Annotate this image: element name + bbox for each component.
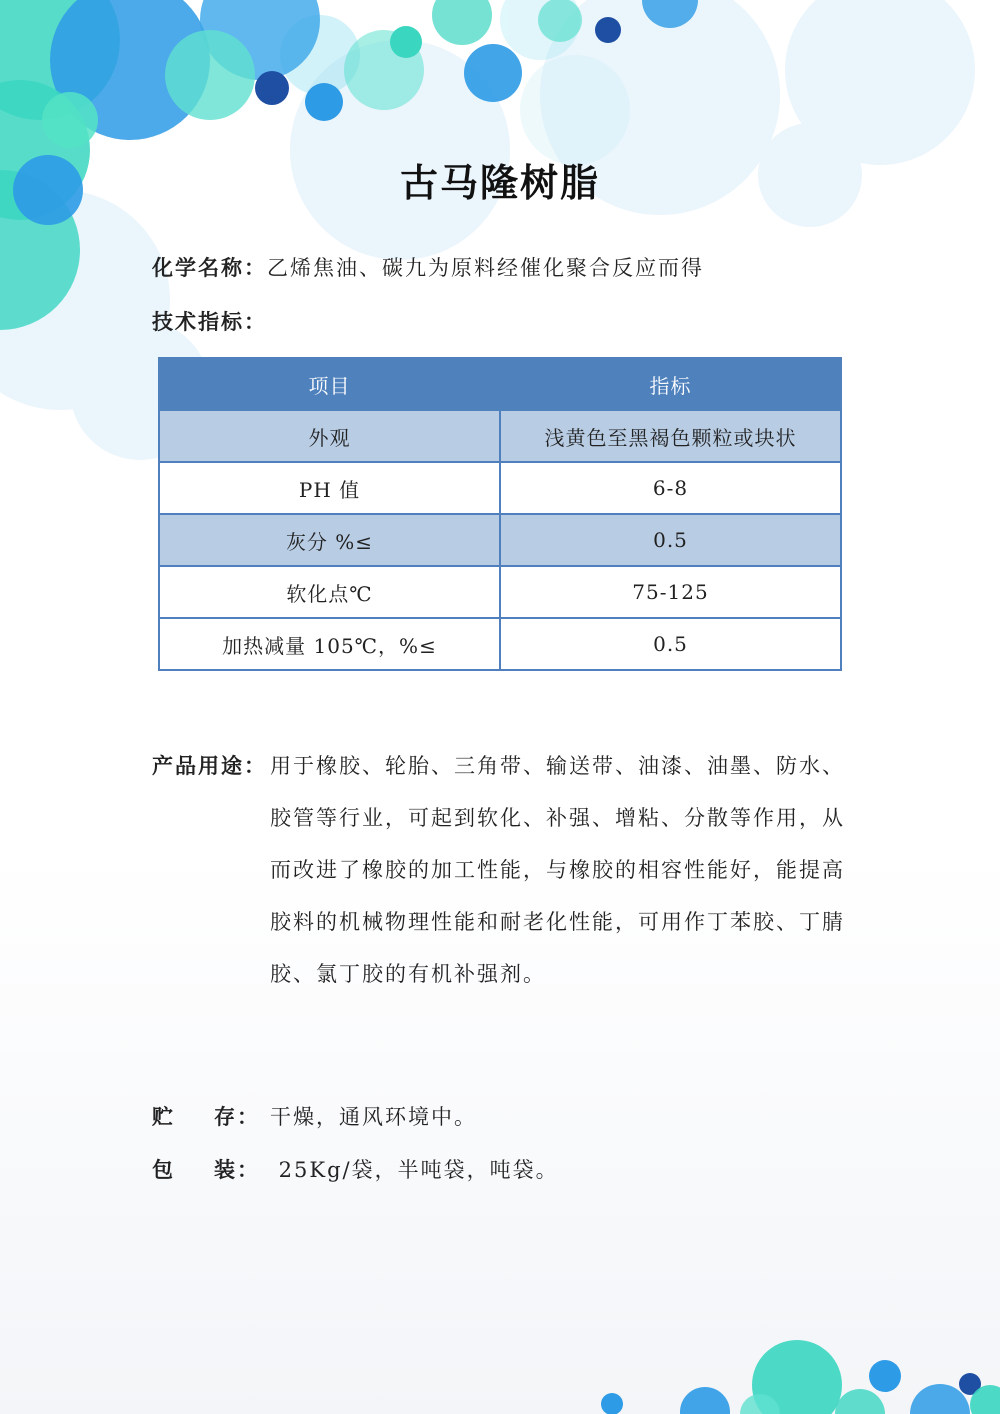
table-cell-value: 0.5 [500, 618, 841, 670]
storage-value: 干燥，通风环境中。 [270, 1105, 477, 1129]
usage-text [270, 740, 852, 1000]
table-cell-value: 6-8 [500, 462, 841, 514]
table-header-item: 项目 [159, 358, 500, 410]
chemical-name-row [152, 252, 704, 282]
usage-line: 胶管等行业，可起到软化、补强、增粘、分散等作用，从 [270, 806, 845, 830]
table-row [159, 566, 841, 618]
table-cell-item: 软化点℃ [159, 566, 500, 618]
table-header-row [159, 358, 841, 410]
packaging-value: 25Kg/袋，半吨袋，吨袋。 [270, 1158, 559, 1182]
packaging-row [152, 1154, 559, 1184]
table-cell-value: 浅黄色至黑褐色颗粒或块状 [500, 410, 841, 462]
usage-line: 胶料的机械物理性能和耐老化性能，可用作丁苯胶、丁腈 [270, 910, 845, 934]
chemical-name-label: 化学名称： [152, 256, 267, 280]
table-row [159, 410, 841, 462]
chemical-name-value: 乙烯焦油、碳九为原料经催化聚合反应而得 [267, 256, 704, 280]
table-row [159, 514, 841, 566]
tech-spec-label: 技术指标： [152, 310, 267, 334]
table-row [159, 618, 841, 670]
storage-label: 贮 存： [152, 1105, 260, 1129]
table-cell-value: 75-125 [500, 566, 841, 618]
table-cell-item: 外观 [159, 410, 500, 462]
usage-line: 而改进了橡胶的加工性能，与橡胶的相容性能好，能提高 [270, 858, 845, 882]
table-cell-item: 灰分 %≤ [159, 514, 500, 566]
usage-section [152, 740, 852, 1000]
usage-line: 用于橡胶、轮胎、三角带、输送带、油漆、油墨、防水、 [270, 754, 845, 778]
table-cell-value: 0.5 [500, 514, 841, 566]
usage-line: 胶、氯丁胶的有机补强剂。 [270, 962, 546, 986]
spec-table [158, 357, 842, 671]
document-title: 古马隆树脂 [399, 161, 600, 205]
storage-row [152, 1101, 477, 1131]
table-cell-item: PH 值 [159, 462, 500, 514]
usage-label: 产品用途： [152, 754, 267, 778]
table-header-value: 指标 [500, 358, 841, 410]
table-row [159, 462, 841, 514]
table-cell-item: 加热减量 105℃，%≤ [159, 618, 500, 670]
packaging-label: 包 装： [152, 1158, 260, 1182]
